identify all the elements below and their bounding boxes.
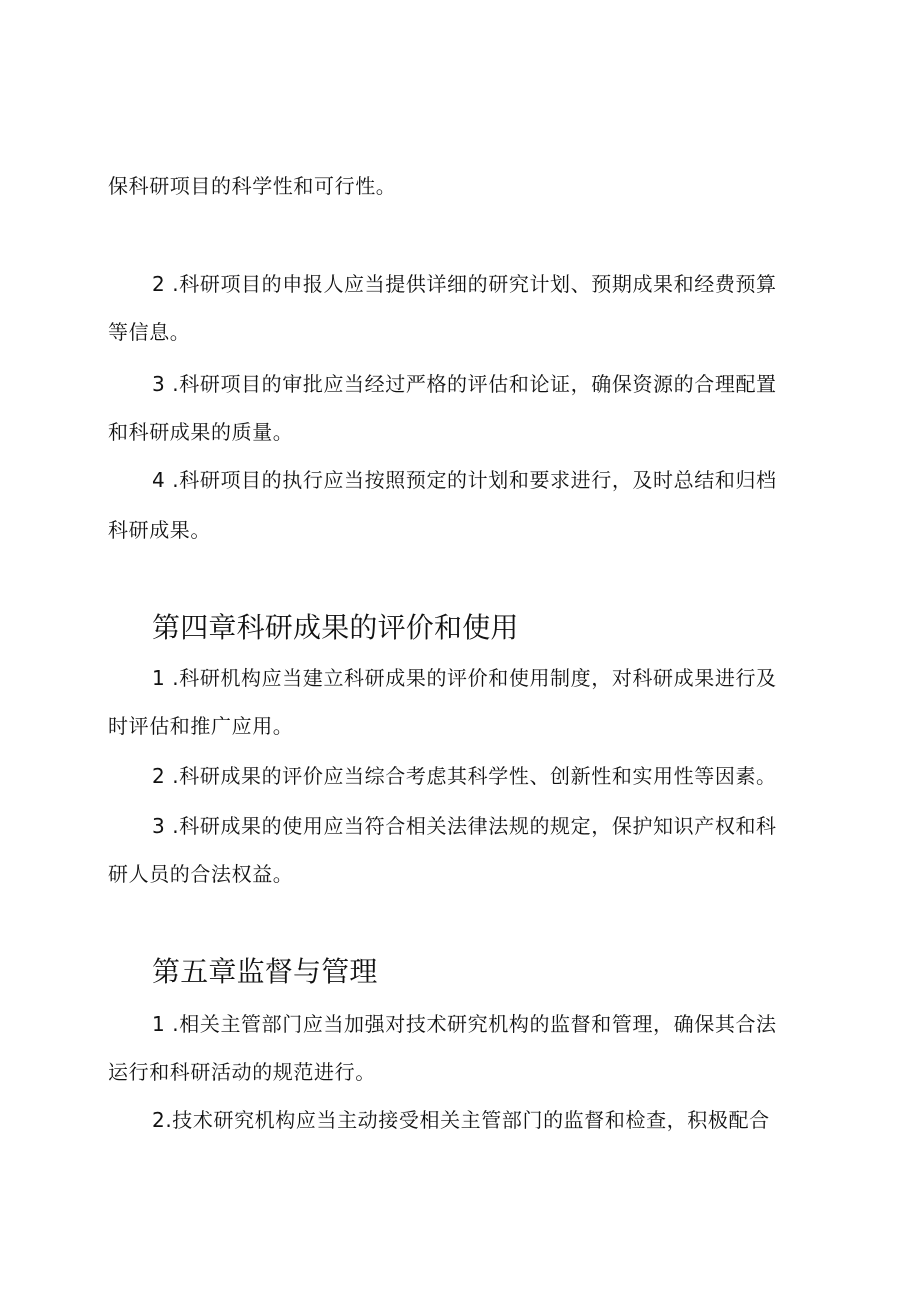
- list-item-line: 2 .科研项目的申报人应当提供详细的研究计划、预期成果和经费预算: [152, 272, 777, 296]
- paragraph-line: 保科研项目的科学性和可行性。: [108, 174, 397, 198]
- list-item-line: 3 .科研成果的使用应当符合相关法律法规的规定，保护知识产权和科: [152, 814, 777, 838]
- list-item-line: 研人员的合法权益。: [108, 862, 294, 886]
- list-item-line: 时评估和推广应用。: [108, 714, 294, 738]
- list-item-line: 科研成果。: [108, 518, 211, 542]
- list-item-line: 运行和科研活动的规范进行。: [108, 1060, 376, 1084]
- chapter-heading: 第四章科研成果的评价和使用: [152, 611, 519, 644]
- list-item-line: 和科研成果的质量。: [108, 420, 294, 444]
- list-item-line: 4 .科研项目的执行应当按照预定的计划和要求进行，及时总结和归档: [152, 468, 777, 492]
- chapter-heading: 第五章监督与管理: [152, 955, 378, 988]
- list-item-line: 等信息。: [108, 320, 191, 344]
- list-item-line: 3 .科研项目的审批应当经过严格的评估和论证，确保资源的合理配置: [152, 372, 777, 396]
- list-item-line: 2 .科研成果的评价应当综合考虑其科学性、创新性和实用性等因素。: [152, 764, 777, 788]
- list-item-line: 1 .科研机构应当建立科研成果的评价和使用制度，对科研成果进行及: [152, 666, 777, 690]
- list-item-line: 2.技术研究机构应当主动接受相关主管部门的监督和检查，积极配合: [152, 1108, 770, 1132]
- list-item-line: 1 .相关主管部门应当加强对技术研究机构的监督和管理，确保其合法: [152, 1012, 777, 1036]
